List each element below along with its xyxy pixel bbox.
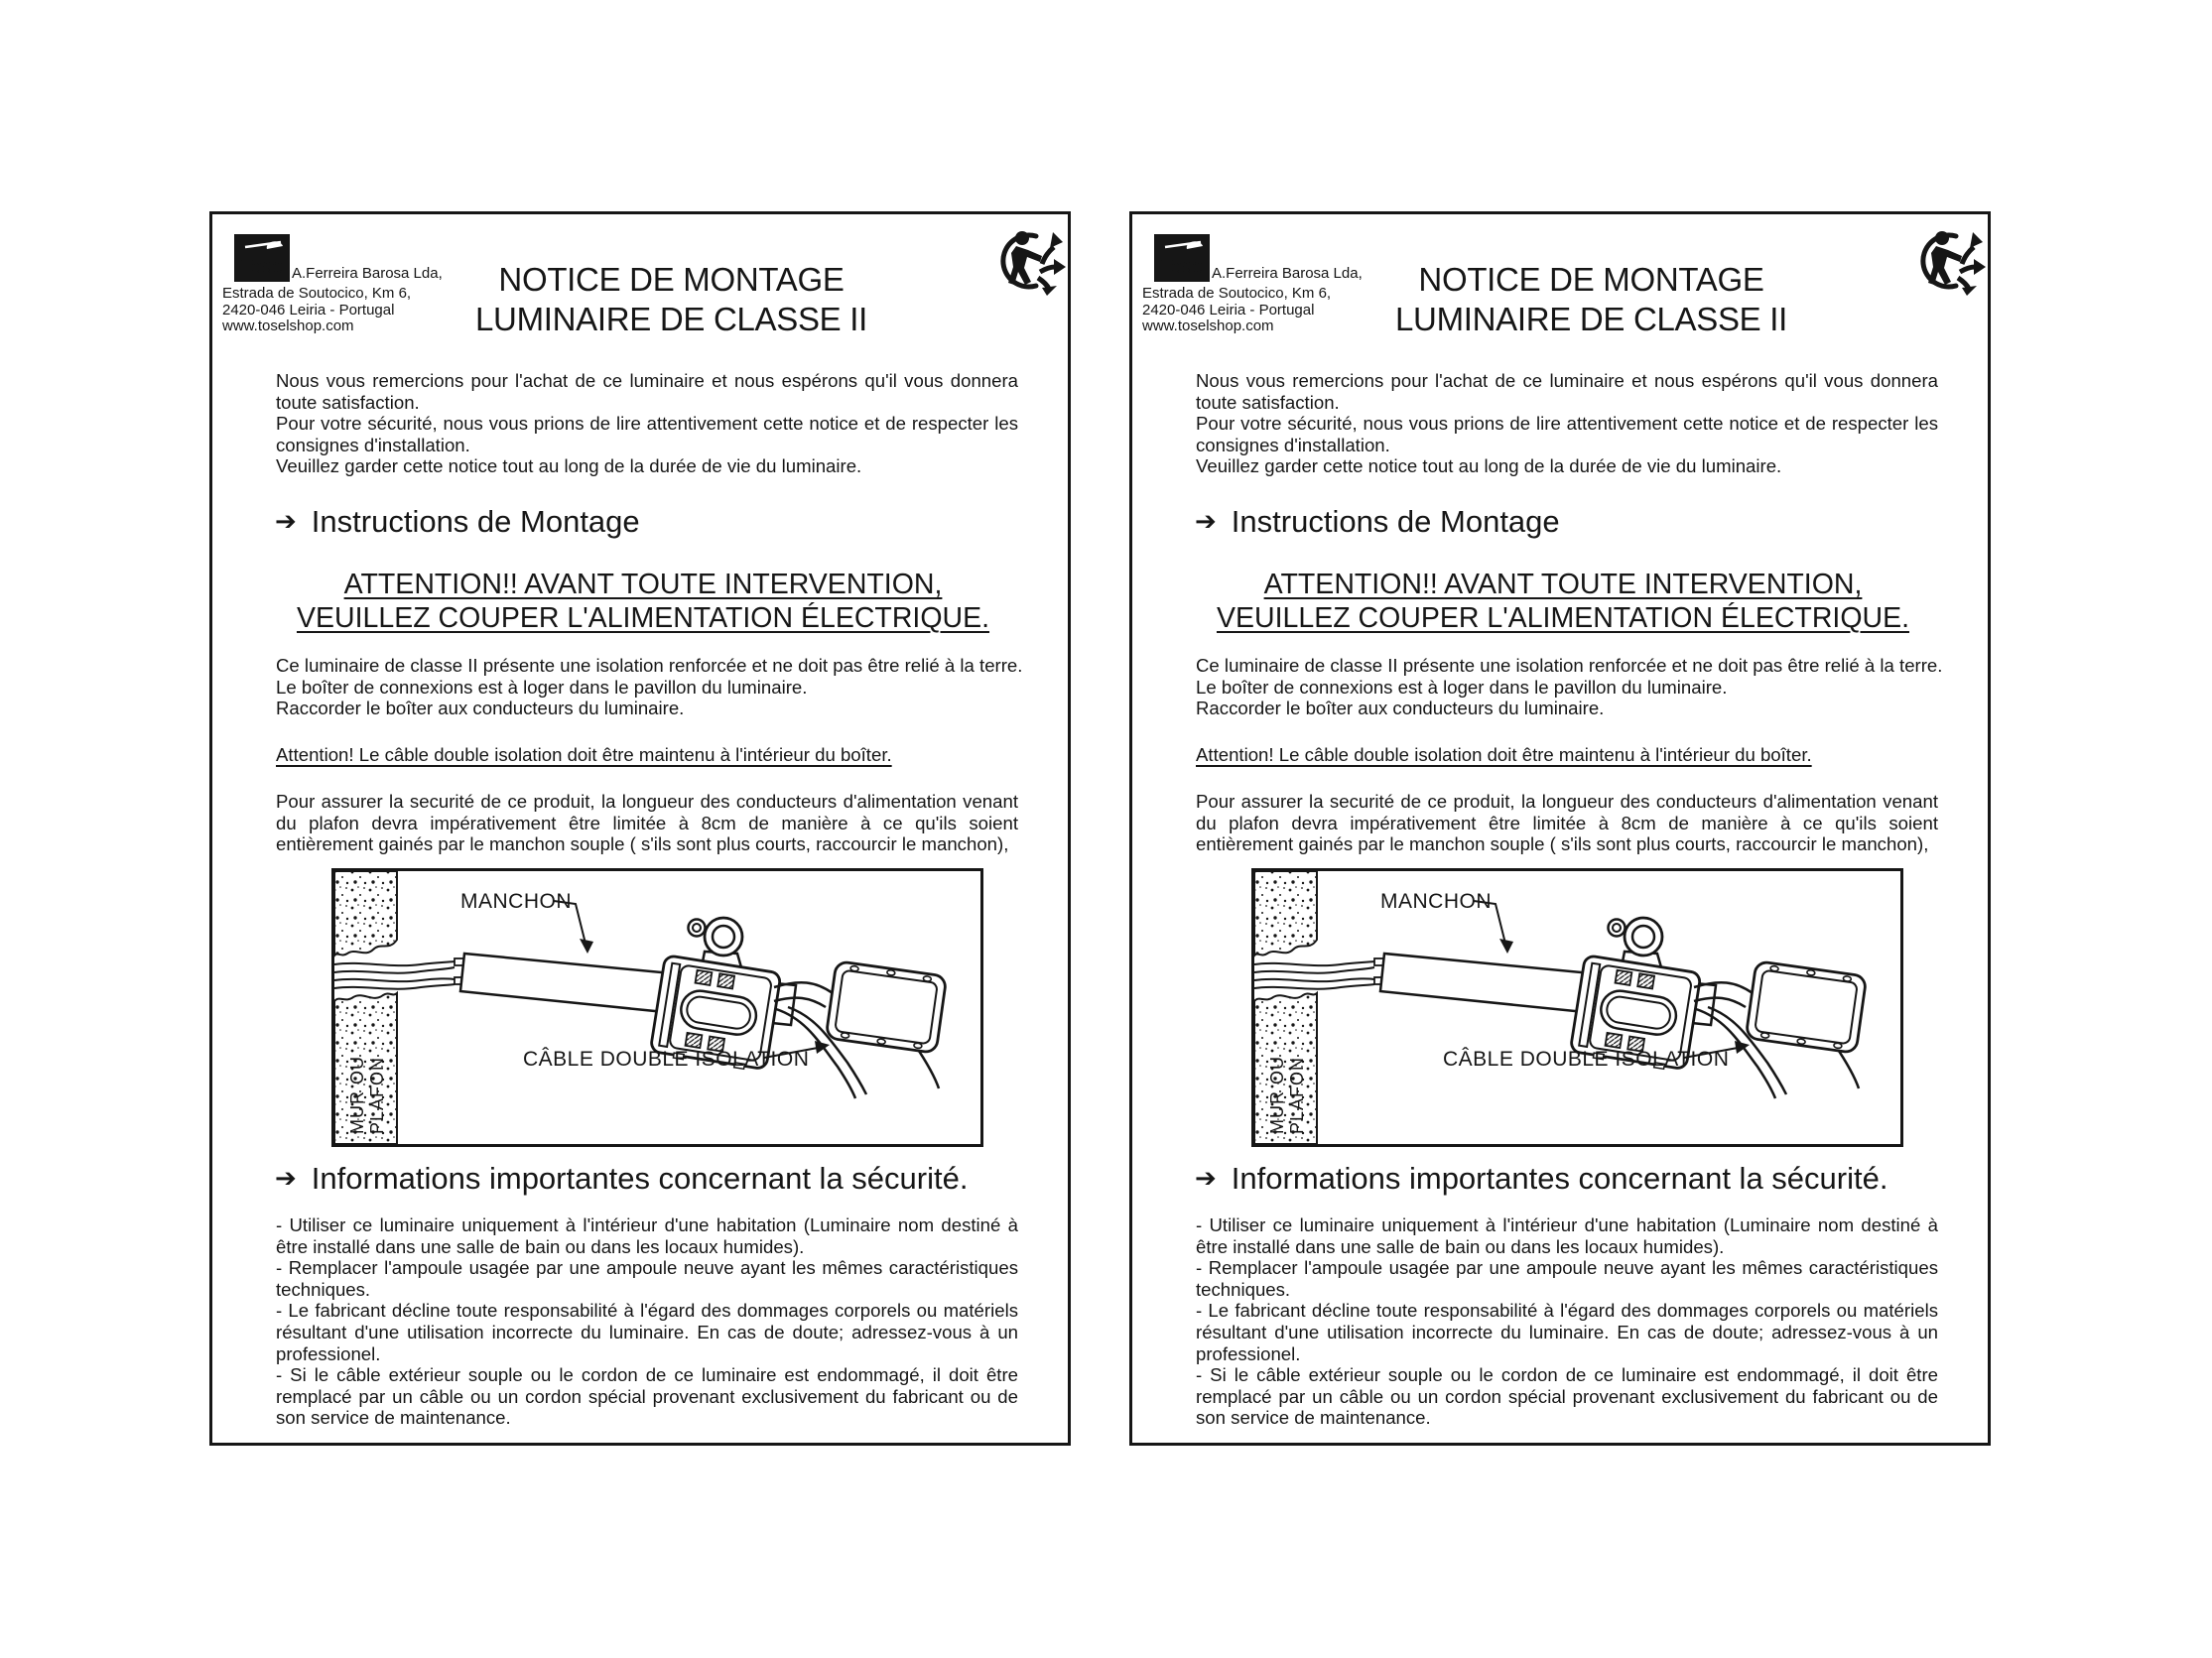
- class2-line: Le boîter de connexions est à loger dans le pavillon du luminaire.: [276, 676, 808, 698]
- tosel-lamp-logo-icon: [234, 234, 290, 282]
- cable-label: CÂBLE DOUBLE ISOLATION: [523, 1048, 810, 1071]
- warning-heading: [266, 569, 1020, 635]
- section-heading-securite-label: Informations importantes concernant la sécurité.: [1231, 1161, 1888, 1196]
- wall-label-line2: PLAFON: [1287, 1056, 1307, 1134]
- arrow-icon: ➔: [275, 506, 297, 536]
- company-website: www.toselshop.com: [1142, 318, 1274, 334]
- intro-paragraphs: [1196, 370, 1938, 477]
- safety-item: - Remplacer l'ampoule usagée par une ampoule neuve ayant les mêmes caractéristiques techniques.: [276, 1257, 1018, 1300]
- title-line-1: NOTICE DE MONTAGE: [1418, 261, 1764, 298]
- section-heading-montage-label: Instructions de Montage: [1231, 504, 1560, 539]
- cable-warning: Attention! Le câble double isolation doit être maintenu à l'intérieur du boîter.: [1196, 744, 1812, 765]
- safety-item: - Utiliser ce luminaire uniquement à l'intérieur d'une habitation (Luminaire nom destiné à être installé dans une salle de bain ou dans les locaux humides).: [276, 1214, 1018, 1257]
- title-line-1: NOTICE DE MONTAGE: [498, 261, 845, 298]
- tosel-logo: [1154, 234, 1210, 282]
- title-line-2: LUMINAIRE DE CLASSE II: [474, 300, 867, 337]
- class2-notes: [1196, 655, 1950, 719]
- section-heading-montage: [275, 505, 640, 540]
- security-paragraph: Pour assurer la securité de ce produit, la longueur des conducteurs d'alimentation venant du plafon devra impérativement être limitée à 8cm de manière à ce qu'ils soient entièrement gainés par le manchon souple ( s'ils sont plus courts, raccourcir le manchon),: [1196, 791, 1938, 855]
- intro-paragraph: Veuillez garder cette notice tout au long de la durée de vie du luminaire.: [276, 455, 862, 477]
- safety-list: [1196, 1214, 1938, 1429]
- safety-item: - Si le câble extérieur souple ou le cordon de ce luminaire est endommagé, il doit être remplacé par un câble ou un cordon spécial provenant exclusivement du fabricant ou de son service de maintenance.: [276, 1364, 1018, 1429]
- company-address: [222, 286, 411, 335]
- safety-item: - Si le câble extérieur souple ou le cordon de ce luminaire est endommagé, il doit être remplacé par un câble ou un cordon spécial provenant exclusivement du fabricant ou de son service de maintenance.: [1196, 1364, 1938, 1429]
- class2-notes: [276, 655, 1030, 719]
- wall-label-line1: MUR OU: [347, 1056, 367, 1134]
- address-line-2: 2420-046 Leiria - Portugal: [1142, 301, 1315, 319]
- safety-item: - Utiliser ce luminaire uniquement à l'intérieur d'une habitation (Luminaire nom destiné à être installé dans une salle de bain ou dans les locaux humides).: [1196, 1214, 1938, 1257]
- company-website: www.toselshop.com: [222, 318, 354, 334]
- safety-item: - Remplacer l'ampoule usagée par une ampoule neuve ayant les mêmes caractéristiques techniques.: [1196, 1257, 1938, 1300]
- supply-wires: [334, 961, 455, 989]
- intro-paragraph: Pour votre sécurité, nous vous prions de lire attentivement cette notice et de respecter les consignes d'installation.: [1196, 413, 1938, 455]
- section-heading-securite-label: Informations importantes concernant la sécurité.: [311, 1161, 969, 1196]
- triman-recycling-icon: [1912, 226, 1986, 296]
- triman-recycling-icon: [992, 226, 1066, 296]
- cover-plate: [1746, 961, 1867, 1054]
- cable-warning: Attention! Le câble double isolation doit être maintenu à l'intérieur du boîter.: [276, 744, 892, 765]
- tosel-logo: [234, 234, 290, 282]
- notice-page: [209, 211, 1071, 1446]
- company-name: A.Ferreira Barosa Lda,: [292, 265, 443, 282]
- class2-line: Le boîter de connexions est à loger dans le pavillon du luminaire.: [1196, 676, 1728, 698]
- safety-item: - Le fabricant décline toute responsabilité à l'égard des dommages corporels ou matériels résultant d'une utilisation incorrecte du luminaire. En cas de doute; adressez-vous à un professionel.: [276, 1300, 1018, 1364]
- section-heading-montage: [1195, 505, 1560, 540]
- tosel-lamp-logo-icon: [1154, 234, 1210, 282]
- cable-label: CÂBLE DOUBLE ISOLATION: [1443, 1048, 1730, 1071]
- leader-arrowhead: [580, 939, 593, 954]
- intro-paragraph: Pour votre sécurité, nous vous prions de lire attentivement cette notice et de respecter les consignes d'installation.: [276, 413, 1018, 455]
- warning-line-1: ATTENTION!! AVANT TOUTE INTERVENTION,: [343, 569, 943, 600]
- intro-paragraphs: [276, 370, 1018, 477]
- wall-label-line2: PLAFON: [367, 1056, 387, 1134]
- logo-brand-text: Tosel: [1161, 256, 1208, 278]
- intro-paragraph: Nous vous remercions pour l'achat de ce luminaire et nous espérons qu'il vous donnera toute satisfaction.: [1196, 370, 1938, 413]
- address-line-2: 2420-046 Leiria - Portugal: [222, 301, 395, 319]
- arrow-icon: ➔: [275, 1163, 297, 1193]
- logo-brand-text: Tosel: [241, 256, 288, 278]
- leader-arrowhead: [1499, 939, 1513, 954]
- manchon-label: MANCHON: [460, 890, 572, 913]
- page-title: [1331, 260, 1852, 338]
- class2-line: Raccorder le boîter aux conducteurs du luminaire.: [1196, 698, 1605, 719]
- class2-line: Ce luminaire de classe II présente une isolation renforcée et ne doit pas être relié à la terre.: [276, 655, 1023, 676]
- title-line-2: LUMINAIRE DE CLASSE II: [1394, 300, 1787, 337]
- address-line-1: Estrada de Soutocico, Km 6,: [1142, 285, 1332, 302]
- safety-list: [276, 1214, 1018, 1429]
- section-heading-montage-label: Instructions de Montage: [311, 504, 640, 539]
- arrow-icon: ➔: [1195, 506, 1217, 536]
- warning-heading: [1186, 569, 1940, 635]
- cover-plate: [826, 961, 947, 1054]
- warning-line-2: VEUILLEZ COUPER L'ALIMENTATION ÉLECTRIQUE.: [296, 601, 990, 634]
- notice-page: [1129, 211, 1991, 1446]
- class2-line: Ce luminaire de classe II présente une isolation renforcée et ne doit pas être relié à la terre.: [1196, 655, 1943, 676]
- installation-diagram: [1251, 868, 1903, 1147]
- address-line-1: Estrada de Soutocico, Km 6,: [222, 285, 412, 302]
- supply-wires: [1254, 961, 1374, 989]
- company-name: A.Ferreira Barosa Lda,: [1212, 265, 1363, 282]
- class2-line: Raccorder le boîter aux conducteurs du luminaire.: [276, 698, 685, 719]
- wall-label-line1: MUR OU: [1267, 1056, 1287, 1134]
- intro-paragraph: Nous vous remercions pour l'achat de ce luminaire et nous espérons qu'il vous donnera toute satisfaction.: [276, 370, 1018, 413]
- intro-paragraph: Veuillez garder cette notice tout au long de la durée de vie du luminaire.: [1196, 455, 1782, 477]
- company-address: [1142, 286, 1331, 335]
- manchon-label: MANCHON: [1380, 890, 1492, 913]
- section-heading-securite: [1195, 1162, 1887, 1197]
- page-title: [411, 260, 932, 338]
- warning-line-2: VEUILLEZ COUPER L'ALIMENTATION ÉLECTRIQUE.: [1216, 601, 1910, 634]
- warning-line-1: ATTENTION!! AVANT TOUTE INTERVENTION,: [1263, 569, 1863, 600]
- safety-item: - Le fabricant décline toute responsabilité à l'égard des dommages corporels ou matériels résultant d'une utilisation incorrecte du luminaire. En cas de doute; adressez-vous à un professionel.: [1196, 1300, 1938, 1364]
- section-heading-securite: [275, 1162, 968, 1197]
- security-paragraph: Pour assurer la securité de ce produit, la longueur des conducteurs d'alimentation venant du plafon devra impérativement être limitée à 8cm de manière à ce qu'ils soient entièrement gainés par le manchon souple ( s'ils sont plus courts, raccourcir le manchon),: [276, 791, 1018, 855]
- arrow-icon: ➔: [1195, 1163, 1217, 1193]
- installation-diagram: [331, 868, 983, 1147]
